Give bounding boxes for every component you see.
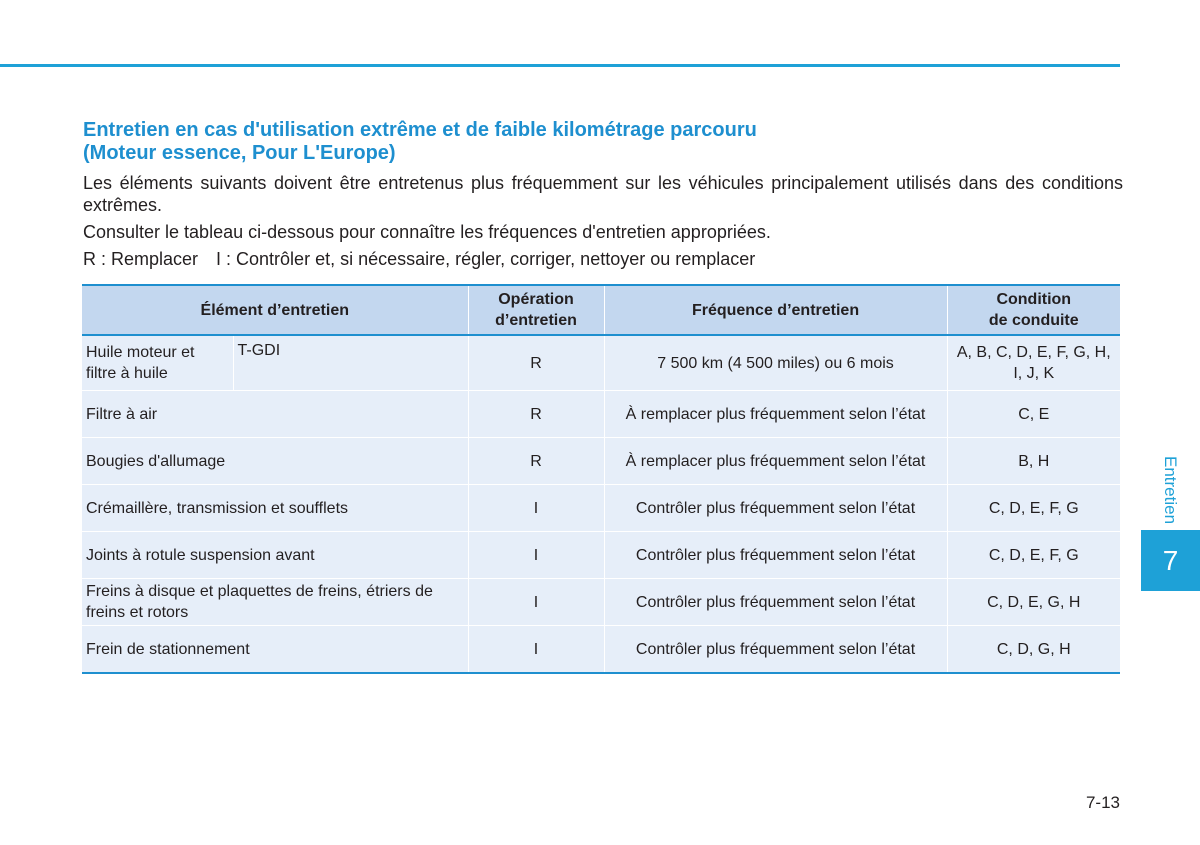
- maintenance-table: [82, 284, 1120, 674]
- cell-frequency: Contrôler plus fréquemment selon l’état: [604, 532, 947, 579]
- cell-item: Filtre à air: [82, 391, 468, 438]
- heading-line-2: (Moteur essence, Pour L'Europe): [83, 142, 396, 164]
- table-row: [82, 438, 1120, 485]
- cell-frequency: À remplacer plus fréquemment selon l’état: [604, 391, 947, 438]
- header-condition: Condition de conduite: [947, 285, 1120, 335]
- cell-frequency: Contrôler plus fréquemment selon l’état: [604, 485, 947, 532]
- header-frequency: Fréquence d’entretien: [604, 285, 947, 335]
- cell-item: Frein de stationnement: [82, 626, 468, 674]
- cell-frequency: Contrôler plus fréquemment selon l’état: [604, 626, 947, 674]
- cell-condition: C, E: [947, 391, 1120, 438]
- chapter-tab-label: Entretien: [1161, 455, 1180, 525]
- cell-item: Freins à disque et plaquettes de freins, étriers de freins et rotors: [82, 579, 468, 626]
- cell-condition: C, D, G, H: [947, 626, 1120, 674]
- cell-item: Crémaillère, transmission et soufflets: [82, 485, 468, 532]
- table-row: [82, 532, 1120, 579]
- cell-frequency: 7 500 km (4 500 miles) ou 6 mois: [604, 335, 947, 391]
- cell-subitem: T-GDI: [233, 335, 468, 391]
- legend: [83, 248, 1123, 270]
- cell-condition: C, D, E, G, H: [947, 579, 1120, 626]
- header-operation: Opération d’entretien: [468, 285, 604, 335]
- cell-condition: C, D, E, F, G: [947, 485, 1120, 532]
- table-row: [82, 391, 1120, 438]
- table-row: [82, 335, 1120, 391]
- intro-paragraph-1: Les éléments suivants doivent être entretenus plus fréquemment sur les véhicules principalement utilisés dans des conditions extrêmes.: [83, 173, 1123, 215]
- cell-condition: A, B, C, D, E, F, G, H, I, J, K: [947, 335, 1120, 391]
- intro-text: [83, 172, 1123, 275]
- table-row: [82, 485, 1120, 532]
- cell-operation: I: [468, 579, 604, 626]
- table-header-row: [82, 285, 1120, 335]
- cell-frequency: Contrôler plus fréquemment selon l’état: [604, 579, 947, 626]
- cell-operation: R: [468, 438, 604, 485]
- table-row: [82, 626, 1120, 674]
- cell-operation: I: [468, 626, 604, 674]
- intro-paragraph-2: Consulter le tableau ci-dessous pour connaître les fréquences d'entretien appropriées.: [83, 222, 771, 242]
- cell-frequency: À remplacer plus fréquemment selon l’état: [604, 438, 947, 485]
- cell-operation: I: [468, 532, 604, 579]
- cell-operation: I: [468, 485, 604, 532]
- top-divider: [0, 64, 1120, 67]
- cell-condition: C, D, E, F, G: [947, 532, 1120, 579]
- page-number: 7-13: [1085, 793, 1120, 812]
- header-element: Élément d’entretien: [82, 285, 468, 335]
- cell-item: Joints à rotule suspension avant: [82, 532, 468, 579]
- table-row: [82, 579, 1120, 626]
- cell-item: Bougies d'allumage: [82, 438, 468, 485]
- chapter-tab-number: 7: [1141, 530, 1200, 591]
- cell-operation: R: [468, 335, 604, 391]
- cell-item: Huile moteur et filtre à huile: [82, 335, 233, 391]
- section-heading: [83, 119, 1123, 165]
- cell-condition: B, H: [947, 438, 1120, 485]
- heading-line-1: Entretien en cas d'utilisation extrême et de faible kilométrage parcouru: [83, 119, 757, 141]
- legend-replace: R : Remplacer: [83, 249, 199, 269]
- legend-inspect: I : Contrôler et, si nécessaire, régler, corriger, nettoyer ou remplacer: [216, 249, 756, 269]
- cell-operation: R: [468, 391, 604, 438]
